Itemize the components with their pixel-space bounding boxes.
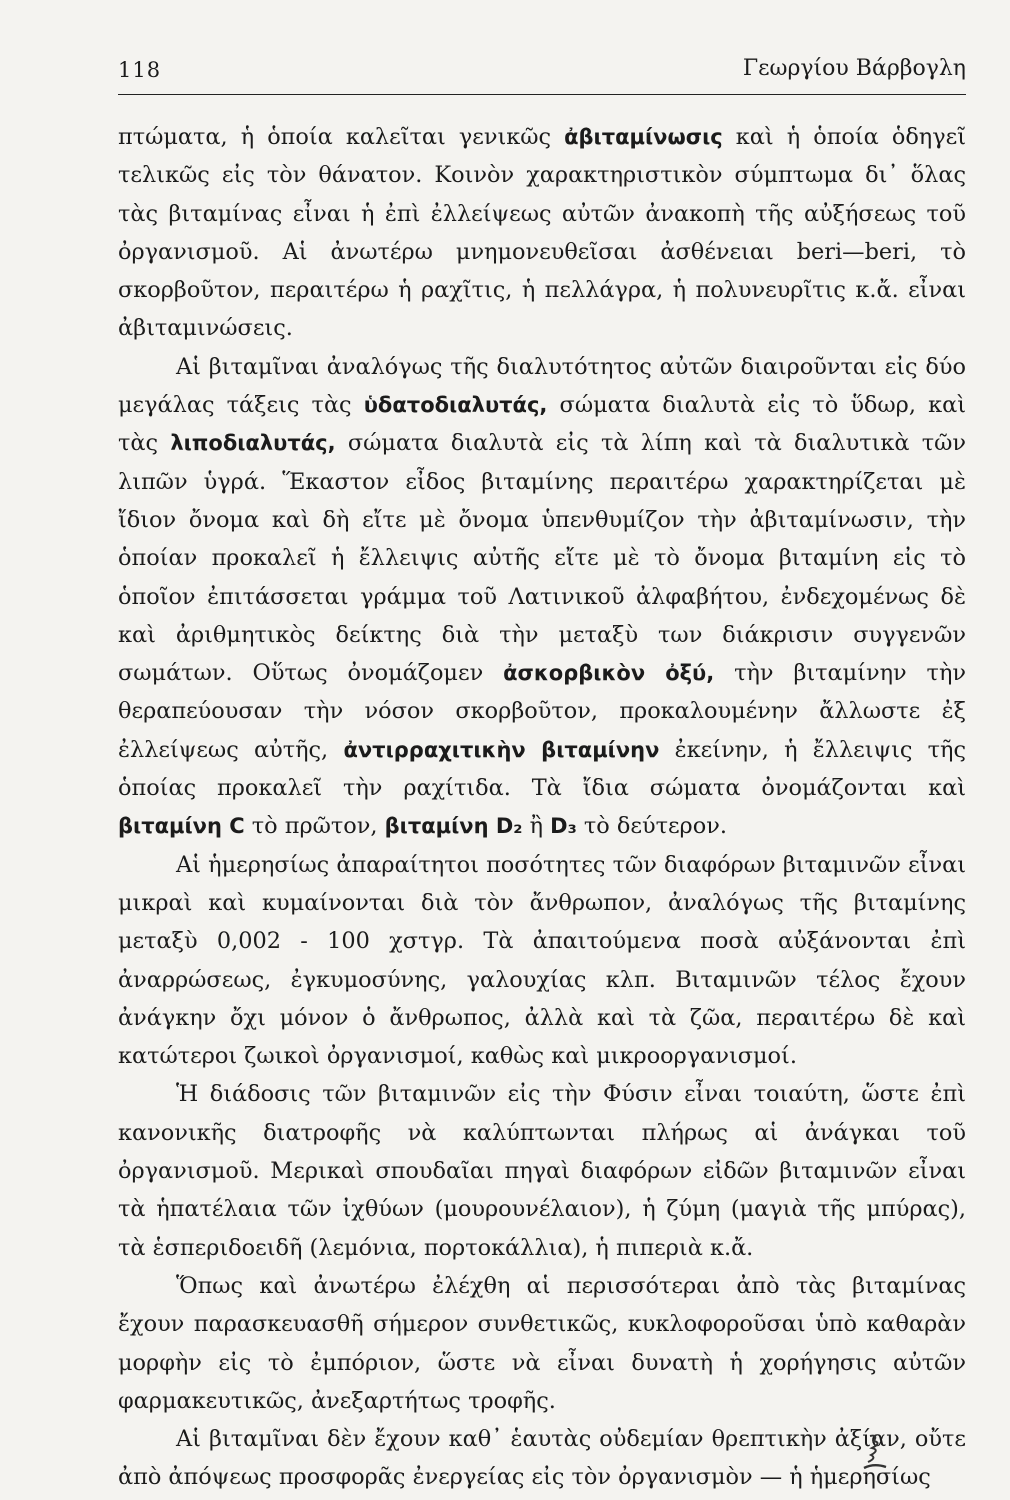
paragraph-3: Αἱ ἡμερησίως ἀπαραίτητοι ποσότητες τῶν διαφόρων βιταμινῶν εἶναι μικραὶ καὶ κυμαίνονται διὰ τὸν ἄνθρωπον, ἀναλόγως τῆς βιταμίνης μεταξὺ 0,002 - 100 χστγρ. Τὰ ἀπαιτούμενα ποσὰ αὐξάνονται ἐπὶ ἀναρρώσεως, ἐγκυμοσύνης, γαλουχίας κλπ. Βιταμινῶν τέλος ἔχουν ἀνάγκην ὄχι μόνον ὁ ἄνθρωπος, ἀλλὰ καὶ τὰ ζῶα, περαιτέρω δὲ καὶ κατώτεροι ζωικοὶ ὀργανισμοί, καθὼς καὶ μικροοργανισμοί. (118, 851, 966, 1070)
paragraph-5: Ὅπως καὶ ἀνωτέρω ἐλέχθη αἱ περισσότεραι ἀπὸ τὰς βιταμίνας ἔχουν παρασκευασθῆ σήμερον συνθετικῶς, κυκλοφοροῦσαι ὑπὸ καθαρὰν μορφὴν εἰς τὸ ἐμπόριον, ὥστε νὰ εἶναι δυνατὴ ἡ χορήγησις αὐτῶν φαρμακευτικῶς, ἀνεξαρτήτως τροφῆς. (118, 1272, 966, 1414)
paragraph-1: πτώματα, ἡ ὁποία καλεῖται γενικῶς ἀβιταμίνωσις καὶ ἡ ὁποία ὁδηγεῖ τελικῶς εἰς τὸν θάνατον. Κοινὸν χαρακτηριστικὸν σύμπτωμα δι᾿ ὅλας τὰς βιταμίνας εἶναι ἡ ἐπὶ ἐλλείψεως αὐτῶν ἀνακοπὴ τῆς αὐξήσεως τοῦ ὀργανισμοῦ. Αἱ ἀνωτέρω μνημονευθεῖσαι ἀσθένειαι beri—beri, τὸ σκορβοῦτον, περαιτέρω ἡ ραχῖτις, ἡ πελλάγρα, ἡ πολυνευρῖτις κ.ἄ. εἶναι ἀβιταμινώσεις. (118, 124, 966, 342)
page-header (118, 46, 966, 95)
paragraph-2: Αἱ βιταμῖναι ἀναλόγως τῆς διαλυτότητος αὐτῶν διαιροῦνται εἰς δύο μεγάλας τάξεις τὰς ὑδατοδιαλυτάς, σώματα διαλυτὰ εἰς τὸ ὕδωρ, καὶ τὰς λιποδιαλυτάς, σώματα διαλυτὰ εἰς τὰ λίπη καὶ τὰ διαλυτικὰ τῶν λιπῶν ὑγρά. Ἕκαστον εἶδος βιταμίνης περαιτέρω χαρακτηρίζεται μὲ ἴδιον ὄνομα καὶ δὴ εἴτε μὲ ὄνομα ὑπενθυμίζον τὴν ἀβιταμίνωσιν, τὴν ὁποίαν προκαλεῖ ἡ ἔλλειψις αὐτῆς εἴτε μὲ τὸ ὄνομα βιταμίνη εἰς τὸ ὁποῖον ἐπιτάσσεται γράμμα τοῦ Λατινικοῦ ἀλφαβήτου, ἐνδεχομένως δὲ καὶ ἀριθμητικὸς δείκτης διὰ τὴν μεταξὺ των διάκρισιν συγγενῶν σωμάτων. Οὕτως ὀνομάζομεν ἀσκορβικὸν ὀξύ, τὴν βιταμίνην τὴν θεραπεύουσαν τὴν νόσον σκορβοῦτον, προκαλουμένην ἄλλωστε ἐξ ἐλλείψεως αὐτῆς, ἀντιρραχιτικὴν βιταμίνην ἐκείνην, ἡ ἔλλειψις τῆς ὁποίας προκαλεῖ τὴν ραχίτιδα. Τὰ ἴδια σώματα ὀνομάζονται καὶ βιταμίνη C τὸ πρῶτον, βιταμίνη D₂ ἢ D₃ τὸ δεύτερον. (118, 353, 966, 840)
paragraph-4: Ἡ διάδοσις τῶν βιταμινῶν εἰς τὴν Φύσιν εἶναι τοιαύτη, ὥστε ἐπὶ κανονικῆς διατροφῆς νὰ καλύπτωνται πλήρως αἱ ἀνάγκαι τοῦ ὀργανισμοῦ. Μερικαὶ σπουδαῖαι πηγαὶ διαφόρων εἰδῶν βιταμινῶν εἶναι τὰ ἡπατέλαια τῶν ἰχθύων (μουρουνέλαιον), ἡ ζύμη (μαγιὰ τῆς μπύρας), τὰ ἑσπεριδοειδῆ (λεμόνια, πορτοκάλλια), ἡ πιπεριὰ κ.ἄ. (118, 1081, 966, 1261)
term-d3: D₃ (550, 814, 577, 839)
paragraph-6: Αἱ βιταμῖναι δὲν ἔχουν καθ᾿ ἑαυτὰς οὐδεμίαν θρεπτικὴν ἀξίαν, οὔτε ἀπὸ ἀπόψεως προσφορᾶς ἐνεργείας εἰς τὸν ὀργανισμὸν — ἡ ἡμερησίως (118, 1426, 966, 1491)
body-text (118, 118, 966, 1497)
running-head: Γεωργίου Βάρβογλη (742, 56, 966, 81)
term-antirachitic-vitamin: ἀντιρραχιτικὴν βιταμίνην (343, 737, 660, 762)
term-fat-soluble: λιποδιαλυτάς, (170, 431, 336, 456)
page-number: 118 (118, 58, 162, 82)
term-water-soluble: ὑδατοδιαλυτάς, (363, 393, 548, 418)
term-ascorbic-acid: ἀσκορβικὸν ὀξύ, (503, 661, 715, 686)
term-avitaminosis: ἀβιταμίνωσις (564, 125, 723, 149)
term-vitamin-c: βιταμίνη C (118, 814, 245, 839)
pen-mark-icon (862, 1432, 888, 1472)
term-vitamin-d2: βιταμίνη D₂ (384, 814, 523, 839)
